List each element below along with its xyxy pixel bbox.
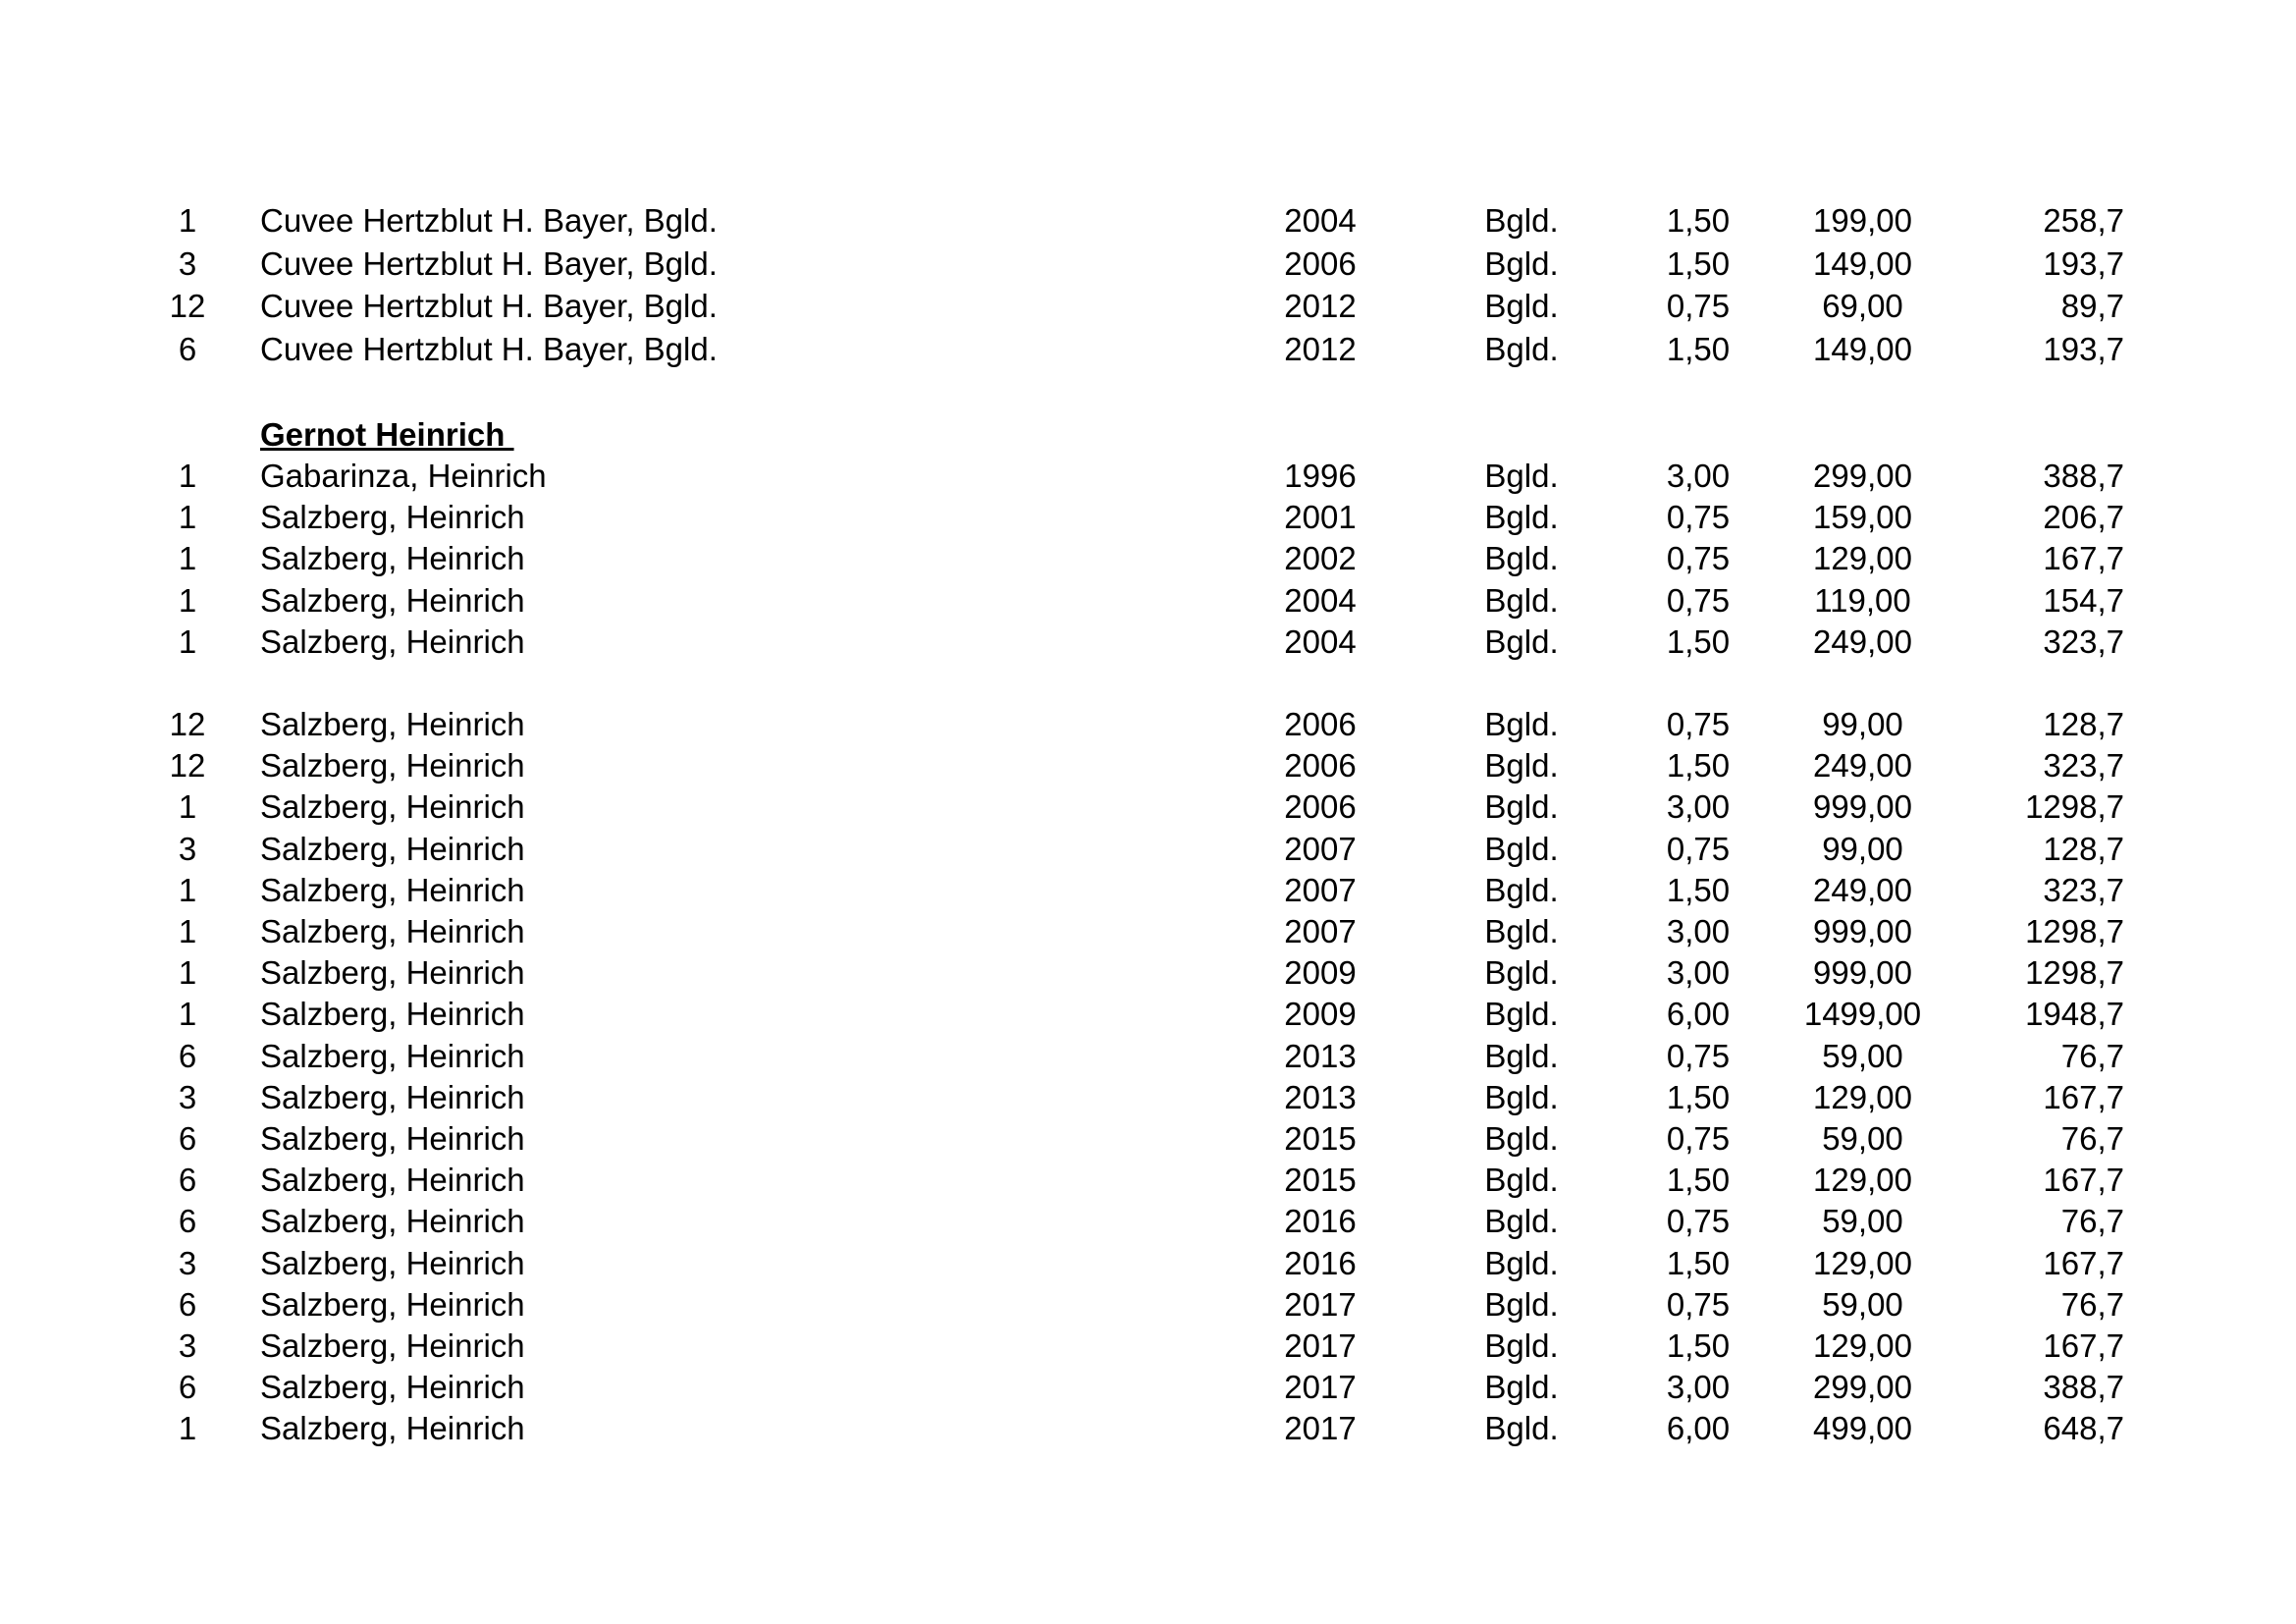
price-cell: 249,00 (1813, 623, 1912, 660)
bottle-size-cell: 0,75 (1666, 830, 1731, 867)
price-cell: 249,00 (1813, 747, 1912, 785)
vintage-cell: 2017 (1284, 1410, 1357, 1447)
total-cell: 206,7 (2043, 499, 2124, 536)
table-row (0, 704, 2296, 745)
total-cell: 154,7 (2043, 581, 2124, 619)
region-cell: Bgld. (1484, 1162, 1559, 1199)
bottle-size-cell: 3,00 (1666, 788, 1731, 826)
table-row (0, 952, 2296, 994)
price-cell: 499,00 (1813, 1410, 1912, 1447)
vintage-cell: 2007 (1284, 830, 1357, 867)
quantity-cell: 3 (178, 1327, 197, 1364)
bottle-size-cell: 0,75 (1666, 1120, 1731, 1157)
wine-name-cell: Salzberg, Heinrich (260, 747, 525, 785)
quantity-cell: 1 (178, 202, 197, 239)
vintage-cell: 2007 (1284, 871, 1357, 908)
bottle-size-cell: 6,00 (1666, 996, 1731, 1033)
total-cell: 167,7 (2043, 1327, 2124, 1364)
price-cell: 129,00 (1813, 1078, 1912, 1115)
wine-name-cell: Salzberg, Heinrich (260, 830, 525, 867)
region-cell: Bgld. (1484, 913, 1559, 949)
vintage-cell: 2017 (1284, 1285, 1357, 1323)
quantity-cell: 3 (178, 1244, 197, 1281)
quantity-cell: 6 (178, 1037, 197, 1074)
region-cell: Bgld. (1484, 1037, 1559, 1074)
wine-name-cell: Gabarinza, Heinrich (260, 458, 547, 494)
price-cell: 149,00 (1813, 330, 1912, 367)
vintage-cell: 2013 (1284, 1037, 1357, 1074)
bottle-size-cell: 1,50 (1666, 244, 1731, 282)
total-cell: 76,7 (2060, 1037, 2124, 1074)
quantity-cell: 6 (178, 1203, 197, 1240)
wine-name-cell: Salzberg, Heinrich (260, 1037, 525, 1074)
quantity-cell: 1 (178, 581, 197, 619)
total-cell: 1298,7 (2025, 913, 2124, 949)
total-cell: 89,7 (2060, 288, 2124, 324)
wine-name-cell: Salzberg, Heinrich (260, 788, 525, 826)
bottle-size-cell: 0,75 (1666, 288, 1731, 324)
region-cell: Bgld. (1484, 871, 1559, 908)
table-row (0, 1408, 2296, 1449)
bottle-size-cell: 0,75 (1666, 1203, 1731, 1240)
quantity-cell: 12 (169, 747, 206, 785)
vintage-cell: 2017 (1284, 1327, 1357, 1364)
wine-name-cell: Salzberg, Heinrich (260, 1078, 525, 1115)
table-row (0, 1118, 2296, 1160)
region-cell: Bgld. (1484, 330, 1559, 367)
quantity-cell: 1 (178, 1410, 197, 1447)
table-row (0, 1160, 2296, 1201)
table-row (0, 1326, 2296, 1367)
total-cell: 76,7 (2060, 1285, 2124, 1323)
price-cell: 69,00 (1822, 288, 1903, 324)
total-cell: 323,7 (2043, 623, 2124, 660)
quantity-cell: 6 (178, 330, 197, 367)
region-cell: Bgld. (1484, 1327, 1559, 1364)
bottle-size-cell: 1,50 (1666, 202, 1731, 239)
total-cell: 648,7 (2043, 1410, 2124, 1447)
table-row (0, 1284, 2296, 1326)
price-cell: 999,00 (1813, 954, 1912, 992)
region-cell: Bgld. (1484, 1244, 1559, 1281)
wine-name-cell: Salzberg, Heinrich (260, 540, 525, 577)
region-cell: Bgld. (1484, 288, 1559, 324)
bottle-size-cell: 0,75 (1666, 499, 1731, 536)
total-cell: 76,7 (2060, 1203, 2124, 1240)
vintage-cell: 2013 (1284, 1078, 1357, 1115)
total-cell: 167,7 (2043, 540, 2124, 577)
region-cell: Bgld. (1484, 1203, 1559, 1240)
price-cell: 59,00 (1822, 1285, 1903, 1323)
price-cell: 299,00 (1813, 458, 1912, 494)
price-cell: 159,00 (1813, 499, 1912, 536)
region-cell: Bgld. (1484, 954, 1559, 992)
vintage-cell: 2006 (1284, 706, 1357, 742)
wine-name-cell: Salzberg, Heinrich (260, 1162, 525, 1199)
region-cell: Bgld. (1484, 1369, 1559, 1406)
wine-name-cell: Cuvee Hertzblut H. Bayer, Bgld. (260, 244, 718, 282)
vintage-cell: 2007 (1284, 913, 1357, 949)
wine-name-cell: Salzberg, Heinrich (260, 871, 525, 908)
region-cell: Bgld. (1484, 1078, 1559, 1115)
region-cell: Bgld. (1484, 747, 1559, 785)
total-cell: 76,7 (2060, 1120, 2124, 1157)
bottle-size-cell: 0,75 (1666, 706, 1731, 742)
wine-name-cell: Salzberg, Heinrich (260, 1203, 525, 1240)
region-cell: Bgld. (1484, 830, 1559, 867)
region-cell: Bgld. (1484, 540, 1559, 577)
bottle-size-cell: 1,50 (1666, 623, 1731, 660)
table-row (0, 911, 2296, 952)
price-cell: 1499,00 (1803, 996, 1922, 1033)
quantity-cell: 3 (178, 830, 197, 867)
wine-name-cell: Salzberg, Heinrich (260, 499, 525, 536)
vintage-cell: 2012 (1284, 288, 1357, 324)
bottle-size-cell: 1,50 (1666, 871, 1731, 908)
vintage-cell: 2004 (1284, 202, 1357, 239)
quantity-cell: 1 (178, 623, 197, 660)
table-row (0, 829, 2296, 870)
bottle-size-cell: 6,00 (1666, 1410, 1731, 1447)
price-cell: 99,00 (1822, 706, 1903, 742)
region-cell: Bgld. (1484, 1285, 1559, 1323)
vintage-cell: 2006 (1284, 244, 1357, 282)
wine-name-cell: Salzberg, Heinrich (260, 996, 525, 1033)
region-cell: Bgld. (1484, 996, 1559, 1033)
table-row (0, 1201, 2296, 1242)
total-cell: 128,7 (2043, 830, 2124, 867)
wine-name-cell: Salzberg, Heinrich (260, 1244, 525, 1281)
table-row (0, 580, 2296, 622)
table-row (0, 786, 2296, 828)
wine-name-cell: Cuvee Hertzblut H. Bayer, Bgld. (260, 288, 718, 324)
wine-name-cell: Salzberg, Heinrich (260, 706, 525, 742)
bottle-size-cell: 1,50 (1666, 1327, 1731, 1364)
table-row (0, 1243, 2296, 1284)
wine-name-cell: Salzberg, Heinrich (260, 1285, 525, 1323)
price-cell: 119,00 (1814, 581, 1911, 619)
quantity-cell: 6 (178, 1369, 197, 1406)
total-cell: 167,7 (2043, 1078, 2124, 1115)
vintage-cell: 2002 (1284, 540, 1357, 577)
table-row (0, 456, 2296, 497)
vintage-cell: 2004 (1284, 581, 1357, 619)
quantity-cell: 6 (178, 1162, 197, 1199)
quantity-cell: 1 (178, 499, 197, 536)
table-row (0, 622, 2296, 663)
vintage-cell: 2001 (1284, 499, 1357, 536)
bottle-size-cell: 3,00 (1666, 458, 1731, 494)
bottle-size-cell: 0,75 (1666, 1037, 1731, 1074)
region-cell: Bgld. (1484, 623, 1559, 660)
vintage-cell: 2012 (1284, 330, 1357, 367)
total-cell: 193,7 (2043, 330, 2124, 367)
quantity-cell: 1 (178, 458, 197, 494)
region-cell: Bgld. (1484, 788, 1559, 826)
bottle-size-cell: 3,00 (1666, 913, 1731, 949)
price-cell: 249,00 (1813, 871, 1912, 908)
wine-name-cell: Salzberg, Heinrich (260, 1410, 525, 1447)
bottle-size-cell: 3,00 (1666, 954, 1731, 992)
price-cell: 129,00 (1813, 1244, 1912, 1281)
price-cell: 999,00 (1813, 788, 1912, 826)
wine-name-cell: Salzberg, Heinrich (260, 1369, 525, 1406)
vintage-cell: 2015 (1284, 1162, 1357, 1199)
table-row (0, 286, 2296, 327)
price-cell: 59,00 (1822, 1037, 1903, 1074)
price-cell: 99,00 (1822, 830, 1903, 867)
price-cell: 129,00 (1813, 540, 1912, 577)
quantity-cell: 12 (169, 706, 206, 742)
vintage-cell: 2009 (1284, 954, 1357, 992)
table-row (0, 497, 2296, 538)
wine-name-cell: Salzberg, Heinrich (260, 623, 525, 660)
price-cell: 129,00 (1813, 1327, 1912, 1364)
bottle-size-cell: 1,50 (1666, 1162, 1731, 1199)
region-cell: Bgld. (1484, 244, 1559, 282)
region-cell: Bgld. (1484, 1410, 1559, 1447)
vintage-cell: 1996 (1284, 458, 1357, 494)
total-cell: 167,7 (2043, 1162, 2124, 1199)
vintage-cell: 2006 (1284, 788, 1357, 826)
table-row (0, 244, 2296, 285)
wine-name-cell: Salzberg, Heinrich (260, 954, 525, 992)
bottle-size-cell: 1,50 (1666, 1078, 1731, 1115)
quantity-cell: 1 (178, 871, 197, 908)
table-row (0, 1367, 2296, 1408)
vintage-cell: 2009 (1284, 996, 1357, 1033)
price-cell: 999,00 (1813, 913, 1912, 949)
quantity-cell: 1 (178, 788, 197, 826)
region-cell: Bgld. (1484, 458, 1559, 494)
total-cell: 1948,7 (2025, 996, 2124, 1033)
price-cell: 59,00 (1822, 1120, 1903, 1157)
producer-heading: Gernot Heinrich (260, 416, 514, 453)
region-cell: Bgld. (1484, 499, 1559, 536)
total-cell: 128,7 (2043, 706, 2124, 742)
table-row (0, 1077, 2296, 1118)
total-cell: 1298,7 (2025, 788, 2124, 826)
bottle-size-cell: 1,50 (1666, 747, 1731, 785)
vintage-cell: 2015 (1284, 1120, 1357, 1157)
total-cell: 323,7 (2043, 871, 2124, 908)
bottle-size-cell: 1,50 (1666, 330, 1731, 367)
table-row (0, 745, 2296, 786)
quantity-cell: 1 (178, 954, 197, 992)
table-row (0, 538, 2296, 579)
vintage-cell: 2016 (1284, 1244, 1357, 1281)
quantity-cell: 1 (178, 540, 197, 577)
quantity-cell: 3 (178, 1078, 197, 1115)
wine-name-cell: Cuvee Hertzblut H. Bayer, Bgld. (260, 330, 718, 367)
quantity-cell: 6 (178, 1120, 197, 1157)
total-cell: 323,7 (2043, 747, 2124, 785)
table-row (0, 994, 2296, 1035)
bottle-size-cell: 3,00 (1666, 1369, 1731, 1406)
wine-name-cell: Salzberg, Heinrich (260, 1327, 525, 1364)
table-row (0, 1036, 2296, 1077)
quantity-cell: 3 (178, 244, 197, 282)
price-cell: 59,00 (1822, 1203, 1903, 1240)
total-cell: 388,7 (2043, 458, 2124, 494)
table-row (0, 870, 2296, 911)
total-cell: 388,7 (2043, 1369, 2124, 1406)
table-row (0, 200, 2296, 242)
price-cell: 129,00 (1813, 1162, 1912, 1199)
region-cell: Bgld. (1484, 1120, 1559, 1157)
wine-name-cell: Salzberg, Heinrich (260, 581, 525, 619)
price-cell: 299,00 (1813, 1369, 1912, 1406)
region-cell: Bgld. (1484, 706, 1559, 742)
quantity-cell: 6 (178, 1285, 197, 1323)
wine-name-cell: Salzberg, Heinrich (260, 1120, 525, 1157)
quantity-cell: 12 (169, 288, 206, 324)
vintage-cell: 2004 (1284, 623, 1357, 660)
quantity-cell: 1 (178, 913, 197, 949)
wine-name-cell: Cuvee Hertzblut H. Bayer, Bgld. (260, 202, 718, 239)
wine-name-cell: Salzberg, Heinrich (260, 913, 525, 949)
bottle-size-cell: 1,50 (1666, 1244, 1731, 1281)
total-cell: 258,7 (2043, 202, 2124, 239)
table-row (0, 329, 2296, 370)
vintage-cell: 2016 (1284, 1203, 1357, 1240)
bottle-size-cell: 0,75 (1666, 1285, 1731, 1323)
bottle-size-cell: 0,75 (1666, 540, 1731, 577)
total-cell: 1298,7 (2025, 954, 2124, 992)
bottle-size-cell: 0,75 (1666, 581, 1731, 619)
total-cell: 193,7 (2043, 244, 2124, 282)
quantity-cell: 1 (178, 996, 197, 1033)
price-cell: 149,00 (1813, 244, 1912, 282)
vintage-cell: 2017 (1284, 1369, 1357, 1406)
total-cell: 167,7 (2043, 1244, 2124, 1281)
region-cell: Bgld. (1484, 581, 1559, 619)
region-cell: Bgld. (1484, 202, 1559, 239)
vintage-cell: 2006 (1284, 747, 1357, 785)
price-cell: 199,00 (1813, 202, 1912, 239)
